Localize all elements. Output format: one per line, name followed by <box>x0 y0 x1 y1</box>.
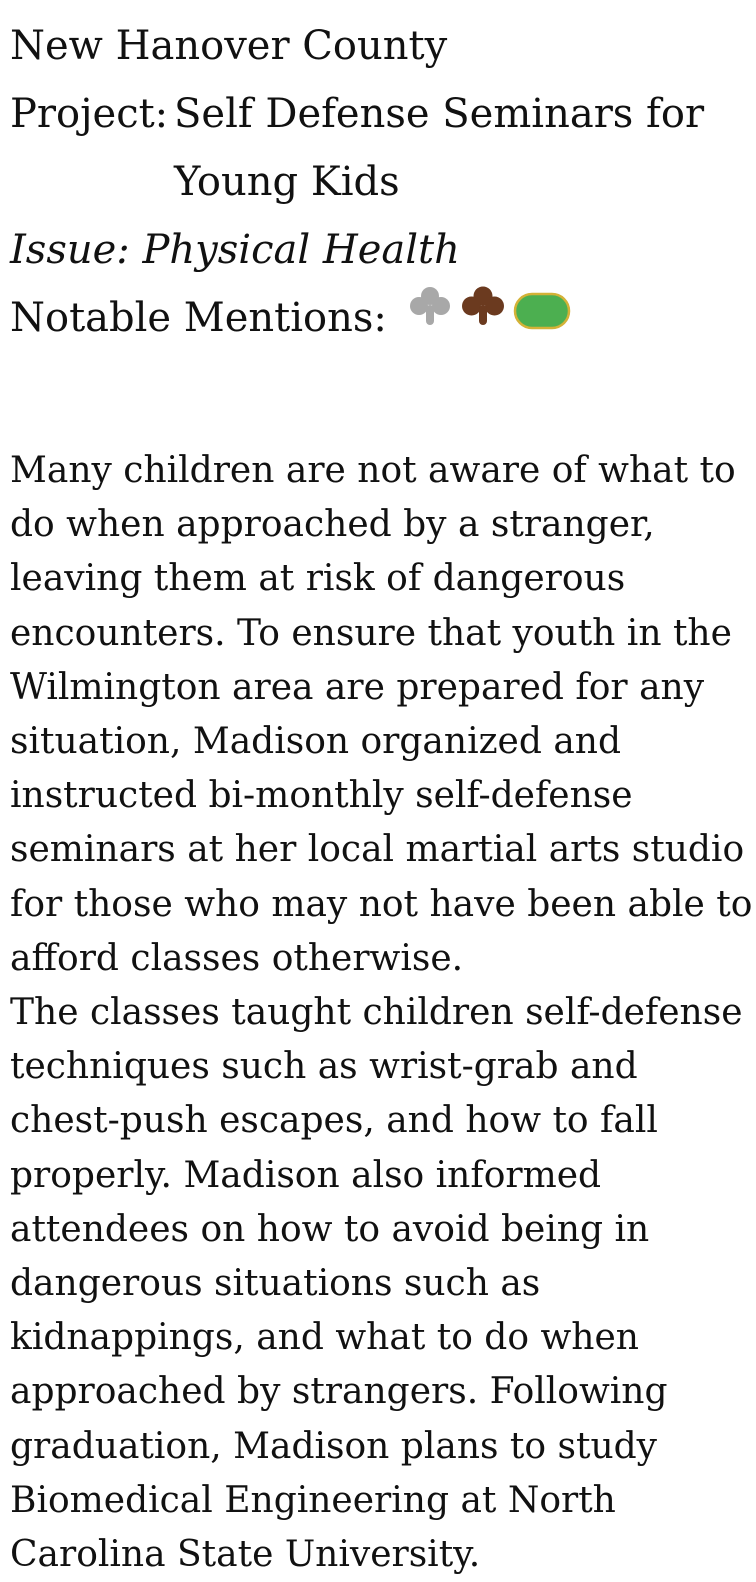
issue-line: Issue: Physical Health <box>10 227 460 273</box>
project-row <box>10 80 756 216</box>
project-label: Project: <box>10 91 169 137</box>
project-title: Self Defense Seminars for Young Kids <box>174 91 705 205</box>
award-entry <box>0 12 756 1576</box>
description-paragraph-2: The classes taught children self-defense techniques such as wrist-grab and chest-push escapes, and how to fall properly. Madison also informed attendees on how to avoid being in dangerous situations such as kidnappings, and what to do when approached by strangers. Following graduation, Madison plans to study Biomedical Engineering at North Carolina State University. <box>10 992 743 1576</box>
brown-trefoil-icon <box>459 284 507 352</box>
badge-list <box>407 284 577 352</box>
county-name: New Hanover County <box>10 23 448 69</box>
green-oval-icon <box>513 284 571 352</box>
silver-trefoil-icon <box>407 284 453 352</box>
description-paragraph-1: Many children are not aware of what to do when approached by a stranger, leaving them at risk of dangerous encounters. To ensure that youth in the Wilmington area are prepared for any situation, Madison organized and instructed bi-monthly self-defense seminars at her local martial arts studio for those who may not have been able to afford classes otherwise. <box>10 450 753 979</box>
notable-mentions-row <box>10 284 756 352</box>
project-description <box>10 444 756 1582</box>
notable-mentions-label: Notable Mentions: <box>10 295 387 341</box>
